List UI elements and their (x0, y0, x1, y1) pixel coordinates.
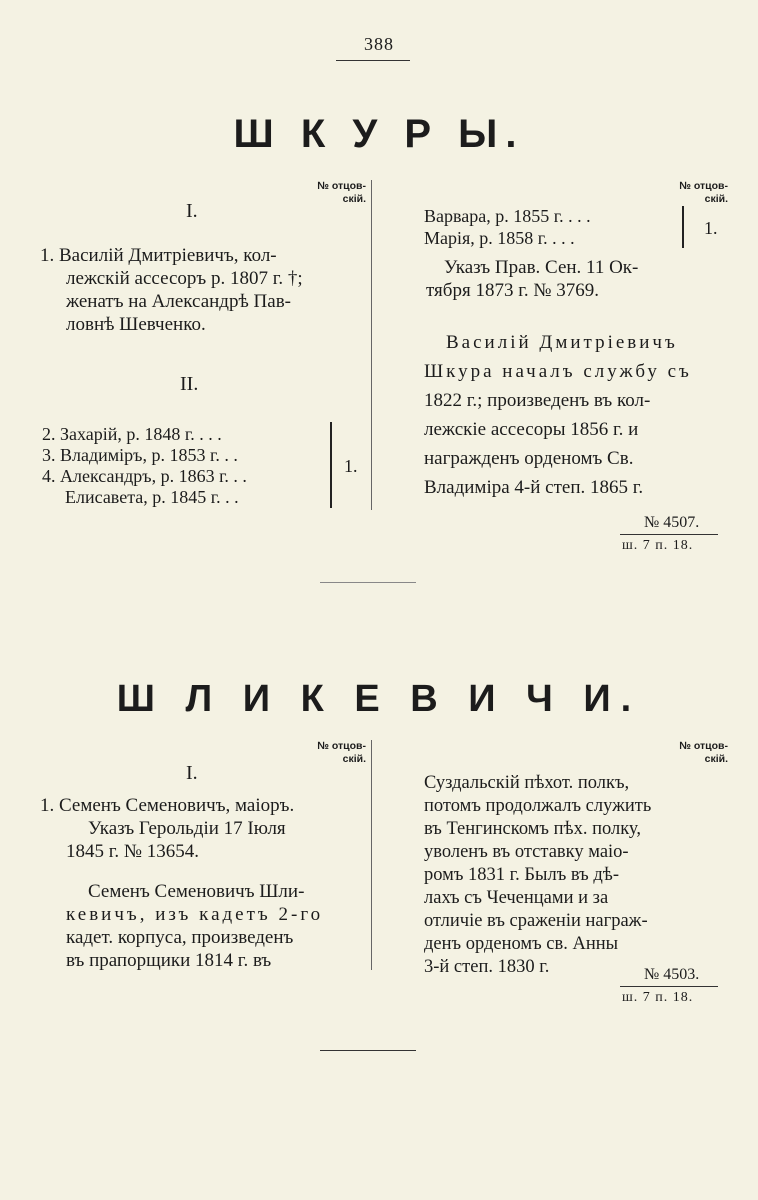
record-rule (620, 534, 718, 535)
column-divider (371, 180, 372, 510)
right-children-father-number: 1. (704, 218, 718, 238)
generation-1: I. (186, 200, 198, 222)
record-number-2: № 4503. (644, 966, 700, 983)
column-divider-2 (371, 740, 372, 970)
biography-shkura: Василій Дмитріевичъ Шкура началъ службу съ 1822 г.; произведенъ въ кол- лежскіе ассесоры 1856 г. и награжденъ орденомъ Св. Владиміра 4-й степ. 1865 г. (424, 332, 692, 498)
section-title-shlikevichi: Ш Л И К Е В И Ч И. (116, 678, 642, 720)
children-brace (330, 422, 332, 508)
end-separator (320, 1050, 416, 1051)
ukaz-entry: Указъ Прав. Сен. 11 Ок- тября 1873 г. № 3769. (426, 257, 639, 301)
cabinet-ref-2: ш. 7 п. 18. (622, 990, 694, 1005)
person-1-entry: 1. Василій Дмитріевичъ, кол- лежскій ассесоръ р. 1807 г. †; женатъ на Александрѣ Пав- ловнѣ Шевченко. (40, 245, 303, 335)
left-column-header: № отцов- скій. (317, 180, 366, 205)
right-column-header-2: № отцов- скій. (679, 740, 728, 765)
page-number-rule (336, 60, 410, 61)
left-column-header-2: № отцов- скій. (317, 740, 366, 765)
children-father-number: 1. (344, 456, 358, 476)
person-1-shlikevich: 1. Семенъ Семеновичъ, маіоръ. Указъ Герольдіи 17 Іюля 1845 г. № 13654. (40, 795, 295, 862)
right-children-brace (682, 206, 684, 248)
section-title-shkury: Ш К У Р Ы. (233, 112, 525, 156)
page-number: 388 (364, 34, 394, 54)
section-separator (320, 582, 416, 583)
cabinet-ref: ш. 7 п. 18. (622, 538, 694, 553)
biography-shlikevich-right: Суздальскій пѣхот. полкъ, потомъ продолжалъ служить въ Тенгинскомъ пѣх. полку, уволенъ въ отставку маіо- ромъ 1831 г. Былъ въ дѣ- лахъ съ Чеченцами и за отличіе въ сраженіи награж- денъ орденомъ св. Анны 3-й степ. 1830 г. (424, 773, 652, 977)
right-column-header: № отцов- скій. (679, 180, 728, 205)
generation-2: II. (180, 373, 199, 395)
record-rule-2 (620, 986, 718, 987)
biography-shlikevich-left: Семенъ Семеновичъ Шли- кевичъ, изъ кадетъ 2-го кадет. корпуса, произведенъ въ прапорщики 1814 г. въ (66, 881, 324, 971)
record-number: № 4507. (644, 514, 700, 531)
generation-1-shlikevich: I. (186, 762, 198, 784)
